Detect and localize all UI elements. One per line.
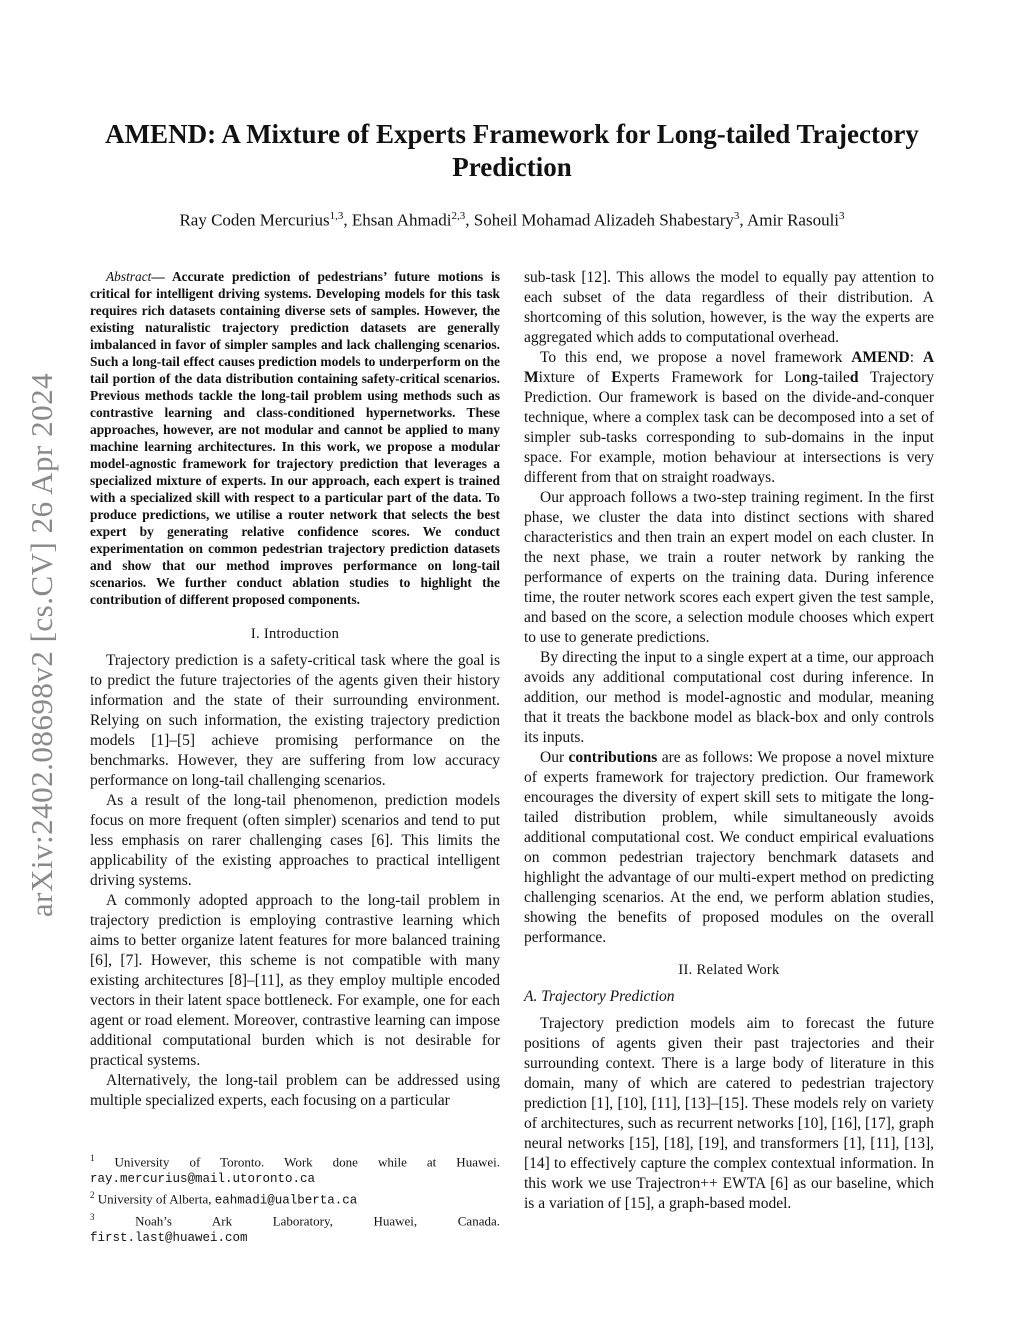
framework-name: AMEND bbox=[851, 349, 910, 366]
author-affiliation: 2,3 bbox=[451, 210, 466, 222]
body-paragraph: Alternatively, the long-tail problem can be addressed using multiple specialized experts, each focusing on a particular bbox=[90, 1072, 500, 1109]
body-paragraph bbox=[524, 748, 934, 948]
text-run: ixture of bbox=[538, 369, 612, 386]
footnote-text: Noah’s Ark Laboratory, Huawei, Canada. bbox=[135, 1212, 500, 1228]
title-line-1: AMEND: A Mixture of Experts Framework for Long-tailed Trajectory bbox=[105, 119, 919, 149]
abstract bbox=[90, 268, 500, 608]
acronym-letter: E bbox=[611, 369, 622, 386]
author-name: Amir Rasouli bbox=[746, 210, 840, 230]
abstract-text: Accurate prediction of pedestrians’ future motions is critical for intelligent driving systems. Developing models for this task requires rich datasets containing diverse sets of samples. However, the existing naturalistic trajectory prediction datasets are generally imbalanced in favor of simpler samples and lack challenging scenarios. Such a long-tail effect causes prediction models to underperform on the tail portion of the data distribution containing safety-critical scenarios. Previous methods tackle the long-tail problem using methods such as contrastive learning and class-conditioned hypernetworks. These approaches, however, are not modular and cannot be applied to many machine learning architectures. In this work, we propose a modular model-agnostic framework for trajectory prediction that leverages a specialized mixture of experts. In our approach, each expert is trained with a specialized skill with respect to a particular part of the data. To produce predictions, we utilise a router network that selects the best expert by generating relative confidence scores. We conduct experimentation on common pedestrian trajectory prediction datasets and show that our method improves performance on long-tail scenarios. We further conduct ablation studies to highlight the contribution of different proposed components. bbox=[90, 269, 500, 607]
acronym-letter: d bbox=[849, 369, 859, 386]
subsection-heading-trajectory-prediction: A. Trajectory Prediction bbox=[524, 988, 675, 1005]
author-affiliation: 3 bbox=[733, 210, 740, 222]
footnote-marker: 2 bbox=[90, 1190, 95, 1201]
footnote-marker: 1 bbox=[90, 1153, 95, 1163]
text-run: xperts Framework for Lo bbox=[621, 369, 802, 386]
footnote-3 bbox=[90, 1209, 500, 1229]
text-run: : bbox=[909, 349, 923, 366]
body-paragraph bbox=[524, 348, 934, 488]
footnote-email: first.last@huawei.com bbox=[90, 1230, 248, 1245]
author-affiliation: 3 bbox=[839, 210, 845, 222]
body-paragraph: Our approach follows a two-step training regiment. In the first phase, we cluster the data into distinct sections with shared characteristics and then train an expert model on each cluster. In the next phase, we train a router network by ranking the performance of experts on the training data. During inference time, the router network scores each expert given the test sample, and based on the score, a selection module chooses which expert to use to generate predictions. bbox=[524, 489, 934, 646]
author-name: Ray Coden Mercurius bbox=[179, 210, 330, 230]
text-run: are as follows: We propose a novel mixture of experts framework for trajectory prediction. Our framework encourages the diversity of expert skill sets to mitigate the long-tailed distribution problem, while simultaneously avoids additional computational cost. We conduct empirical evaluations on common pedestrian trajectory benchmark datasets and highlight the advantage of our multi-expert method on predicting challenging scenarios. At the end, we perform ablation studies, showing the benefits of proposed modules on the overall performance. bbox=[524, 749, 934, 946]
author-name: Ehsan Ahmadi bbox=[351, 210, 452, 230]
author-list: Ray Coden Mercurius$^{1,3}$, Ehsan Ahmadi$^{2,3}$, Soheil Mohamad Alizadeh Shabestary$^3$, Amir Rasouli$^3$ bbox=[179, 210, 845, 230]
text-run: To this end, we propose a novel framework bbox=[540, 349, 852, 366]
acronym-letter: A bbox=[922, 349, 935, 366]
title-line-2: Prediction bbox=[452, 152, 572, 182]
acronym-letter: M bbox=[524, 369, 539, 386]
right-column bbox=[524, 268, 934, 1214]
footnote-text: University of Toronto. Work done while at Huawei. bbox=[114, 1154, 500, 1170]
abstract-dash: — bbox=[151, 269, 165, 284]
footnote-marker: 3 bbox=[90, 1211, 95, 1222]
footnote-email: eahmadi@ualberta.ca bbox=[214, 1193, 358, 1208]
section-heading-introduction: I. Introduction bbox=[250, 626, 340, 642]
body-paragraph: Trajectory prediction is a safety-critical task where the goal is to predict the future trajectories of the agents given their history information and the state of their surrounding environment. Relying on such information, the existing trajectory prediction models [1]–[5] achieve promising performance on the benchmarks. However, they are suffering from low accuracy performance on long-tail challenging scenarios. bbox=[90, 652, 500, 789]
body-paragraph: As a result of the long-tail phenomenon, prediction models focus on more frequent (often simpler) scenarios and tend to put less emphasis on rarer challenging cases [6]. This limits the applicability of the existing approaches to practical intelligent driving systems. bbox=[90, 792, 500, 889]
footnote-1-email bbox=[90, 1170, 500, 1187]
arxiv-identifier: arXiv:2402.08698v2 [cs.CV] 26 Apr 2024 bbox=[24, 372, 59, 918]
text-run: Trajectory Prediction. Our framework is based on the divide-and-conquer technique, where a complex task can be decomposed into a set of simpler sub-tasks corresponding to sub-domains in the input space. For example, motion behaviour at intersections is very different from that on straight roadways. bbox=[524, 369, 934, 486]
text-run: Our bbox=[540, 749, 569, 766]
acronym-letter: n bbox=[801, 369, 811, 386]
author-affiliation: 1,3 bbox=[329, 210, 344, 222]
abstract-label: Abstract bbox=[106, 269, 152, 284]
left-column bbox=[90, 268, 500, 1111]
arxiv-sidebar-stamp bbox=[24, 350, 76, 940]
paper-title bbox=[60, 118, 964, 184]
body-paragraph: sub-task [12]. This allows the model to equally pay attention to each subset of the data regardless of their distribution. A shortcoming of this solution, however, is the way the experts are aggregated which adds to computational overhead. bbox=[524, 269, 934, 346]
body-paragraph: Trajectory prediction models aim to forecast the future positions of agents given their past trajectories and their surrounding context. There is a large body of literature in this domain, many of which are catered to pedestrian trajectory prediction [1], [10], [11], [13]–[15]. These models rely on variety of architectures, such as recurrent networks [10], [16], [17], graph neural networks [15], [18], [19], and transformers [1], [11], [13], [14] to effectively capture the complex contextual information. In this work we use Trajectron++ EWTA [6] as our baseline, which is a variation of [15], a graph-based model. bbox=[524, 1015, 934, 1212]
footnote-2 bbox=[90, 1187, 500, 1208]
footnotes bbox=[90, 1150, 500, 1246]
contributions-label: contributions bbox=[568, 749, 658, 766]
footnote-text: University of Alberta, bbox=[97, 1191, 215, 1207]
body-paragraph: By directing the input to a single expert at a time, our approach avoids any additional computational cost during inference. In addition, our method is model-agnostic and modular, meaning that it treats the backbone model as black-box and only controls its inputs. bbox=[524, 649, 934, 746]
section-heading-related-work: II. Related Work bbox=[678, 962, 780, 978]
footnote-3-email bbox=[90, 1229, 500, 1246]
author-name: Soheil Mohamad Alizadeh Shabestary bbox=[473, 210, 734, 230]
footnote-email: ray.mercurius@mail.utoronto.ca bbox=[90, 1172, 316, 1187]
footnote-1 bbox=[90, 1150, 500, 1170]
text-run: g-taile bbox=[810, 369, 850, 386]
body-paragraph: A commonly adopted approach to the long-tail problem in trajectory prediction is employing contrastive learning which aims to better organize latent features for more balanced training [6], [7]. However, this scheme is not compatible with many existing architectures [8]–[11], as they employ multiple encoded vectors in their latent space bottleneck. For example, one for each agent or road element. Moreover, contrastive learning can impose additional computational burden which is not desirable for practical systems. bbox=[90, 892, 500, 1069]
